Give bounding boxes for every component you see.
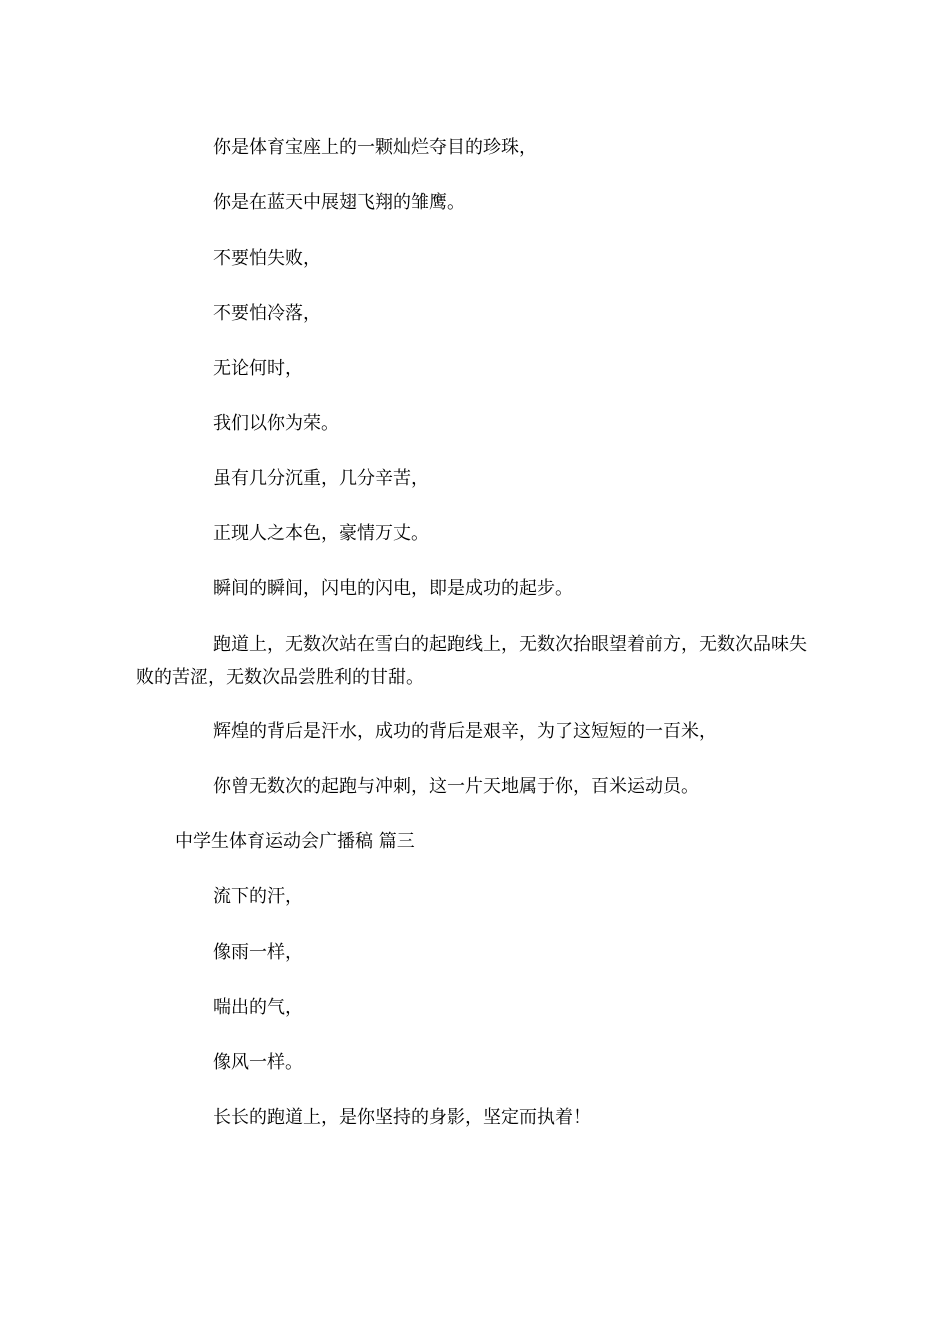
text-line: 你曾无数次的起跑与冲刺，这一片天地属于你，百米运动员。 [213,776,699,797]
text-line: 你是在蓝天中展翅飞翔的雏鹰。 [213,192,465,213]
text-line: 你是体育宝座上的一颗灿烂夺目的珍珠， [213,137,537,158]
text-line: 无论何时， [213,358,303,379]
text-line: 流下的汗， [213,886,303,907]
text-line: 正现人之本色，豪情万丈。 [213,523,429,544]
section-heading: 中学生体育运动会广播稿 篇三 [175,831,415,852]
text-line: 喘出的气， [213,997,303,1018]
text-line: 虽有几分沉重，几分辛苦， [213,468,429,489]
text-line: 瞬间的瞬间，闪电的闪电，即是成功的起步。 [213,578,573,599]
text-line: 辉煌的背后是汗水，成功的背后是艰辛，为了这短短的一百米， [213,721,717,742]
text-line: 像雨一样， [213,942,303,963]
text-line: 像风一样。 [213,1052,303,1073]
text-line: 不要怕失败， [213,248,321,269]
text-line: 不要怕冷落， [213,303,321,324]
text-line: 我们以你为荣。 [213,413,339,434]
long-paragraph: 跑道上，无数次站在雪白的起跑线上，无数次抬眼望着前方，无数次品味失败的苦涩，无数次品尝胜利的甘甜。 [136,634,807,688]
text-line: 长长的跑道上，是你坚持的身影，坚定而执着！ [213,1107,591,1128]
